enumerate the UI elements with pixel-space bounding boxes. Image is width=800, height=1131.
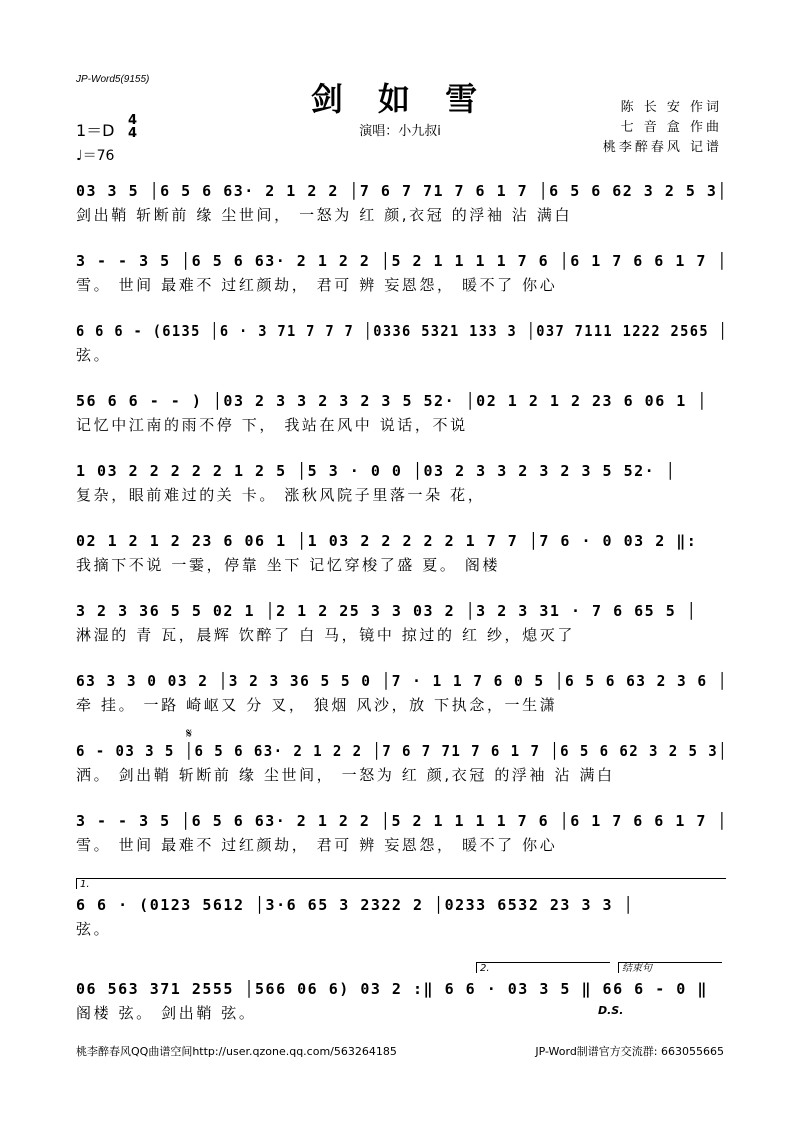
lyrics-line: 淋湿的 青 瓦，晨辉 饮醉了 白 马，镜中 掠过的 红 纱，熄灭了 xyxy=(76,626,575,644)
tempo-marking: ♩＝76 xyxy=(76,148,115,164)
score-row xyxy=(76,892,728,940)
score-row xyxy=(76,738,728,786)
ds-mark: D.S. xyxy=(598,1004,624,1017)
notation-line: 3 - - 3 5 │6 5 6 63· 2 1 2 2 │5 2 1 1 1 1 7 6 │6 1 7 6 6 1 7 │ xyxy=(76,252,728,270)
lyrics-line: 雪。 世间 最难不 过红颜劫， 君可 辨 妄恩怨， 暖不了 你心 xyxy=(76,836,558,854)
song-title: 剑 如 雪 xyxy=(310,80,490,118)
footer-source: 桃李醉春风QQ曲谱空间http://user.qzone.qq.com/563264185 xyxy=(76,1045,397,1058)
score-row xyxy=(76,528,728,576)
notation-line: 6 - 03 3 5 │6 5 6 63· 2 1 2 2 │7 6 7 71 7 6 1 7 │6 5 6 62 3 2 5 3│ xyxy=(76,742,729,760)
notation-line: 6 6 · (0123 5612 │3·6 65 3 2322 2 │0233 6532 23 3 3 │ xyxy=(76,896,635,914)
footer-group: JP-Word制谱官方交流群: 663055665 xyxy=(535,1045,724,1058)
lyrics-line: 我摘下不说 一霎，停靠 坐下 记忆穿梭了盛 夏。 阁楼 xyxy=(76,556,501,574)
first-ending-bracket: 1. xyxy=(76,878,726,889)
score-row xyxy=(76,458,728,506)
segno-mark: 𝄋 xyxy=(186,726,193,742)
lyrics-line: 雪。 世间 最难不 过红颜劫， 君可 辨 妄恩怨， 暖不了 你心 xyxy=(76,276,558,294)
meter-bottom: 4 xyxy=(128,126,138,141)
notation-line: 56 6 6 - - ) │03 2 3 3 2 3 2 3 5 52· │02 1 2 1 2 23 6 06 1 │ xyxy=(76,392,708,410)
lyrics-line: 剑出鞘 斩断前 缘 尘世间， 一怒为 红 颜,衣冠 的浮袖 沾 满白 xyxy=(76,206,573,224)
notation-line: 02 1 2 1 2 23 6 06 1 │1 03 2 2 2 2 2 1 7 7 │7 6 · 0 03 2 ‖: xyxy=(76,532,698,550)
notation-line: 06 563 371 2555 │566 06 6) 03 2 :‖ 6 6 · 03 3 5 ‖ 66 6 - 0 ‖ xyxy=(76,980,708,998)
notation-line: 6 6 6 - (6135 │6 · 3 71 7 7 7 │0336 5321 133 3 │037 7111 1222 2565 │ xyxy=(76,322,729,340)
score-row xyxy=(76,178,728,226)
composer: 七 音 盒 作曲 xyxy=(620,120,722,135)
lyrics-line: 记忆中江南的雨不停 下， 我站在风中 说话，不说 xyxy=(76,416,468,434)
lyrics-line: 牵 挂。 一路 崎岖又 分 叉， 狼烟 风沙，放 下执念，一生潇 xyxy=(76,696,558,714)
lyrics-line: 阁楼 弦。 剑出鞘 弦。 xyxy=(76,1004,257,1022)
lyrics-line: 弦。 xyxy=(76,346,112,364)
lyricist: 陈 长 安 作词 xyxy=(620,100,722,115)
score-row xyxy=(76,668,728,716)
score-row xyxy=(76,808,728,856)
lyrics-line: 弦。 xyxy=(76,920,112,938)
singer-line: 演唱：小九叔i xyxy=(359,124,441,139)
software-label: JP-Word5(9155) xyxy=(76,74,150,85)
coda-bracket: 结束句 xyxy=(618,962,722,973)
score-row xyxy=(76,598,728,646)
score-row xyxy=(76,248,728,296)
meter-top: 4 xyxy=(128,113,138,128)
notation-line: 3 - - 3 5 │6 5 6 63· 2 1 2 2 │5 2 1 1 1 1 7 6 │6 1 7 6 6 1 7 │ xyxy=(76,812,728,830)
credits xyxy=(603,98,722,158)
notation-line: 03 3 5 │6 5 6 63· 2 1 2 2 │7 6 7 71 7 6 1 7 │6 5 6 62 3 2 5 3│ xyxy=(76,182,728,200)
notation-line: 1 03 2 2 2 2 2 1 2 5 │5 3 · 0 0 │03 2 3 3 2 3 2 3 5 52· │ xyxy=(76,462,677,480)
score-row xyxy=(76,388,728,436)
score-row xyxy=(76,318,728,366)
notation-line: 63 3 3 0 03 2 │3 2 3 36 5 5 0 │7 · 1 1 7 6 0 5 │6 5 6 63 2 3 6 │ xyxy=(76,672,728,690)
second-ending-bracket: 2. xyxy=(476,962,610,973)
transcriber: 桃李醉春风 记谱 xyxy=(602,140,722,155)
notation-line: 3 2 3 36 5 5 02 1 │2 1 2 25 3 3 03 2 │3 2 3 31 · 7 6 65 5 │ xyxy=(76,602,698,620)
lyrics-line: 复杂，眼前难过的关 卡。 涨秋风院子里落一朵 花， xyxy=(76,486,486,504)
time-signature xyxy=(128,114,137,140)
lyrics-line: 洒。 剑出鞘 斩断前 缘 尘世间， 一怒为 红 颜,衣冠 的浮袖 沾 满白 xyxy=(76,766,615,784)
key-signature: 1＝D xyxy=(76,121,115,140)
score-row xyxy=(76,976,728,1024)
